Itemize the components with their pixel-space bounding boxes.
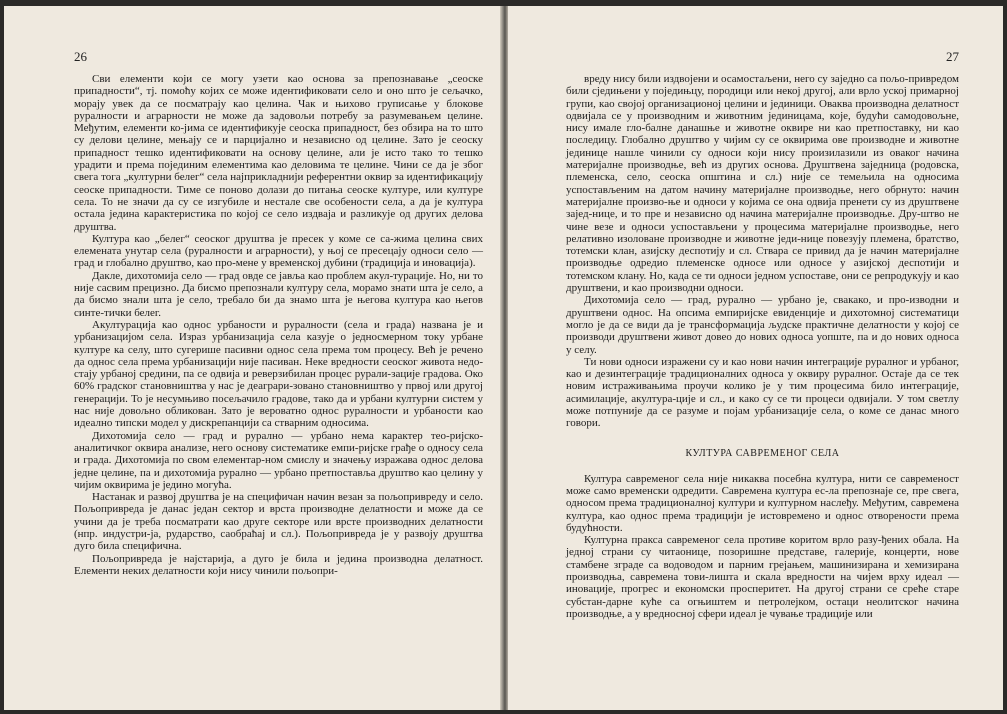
paragraph: Настанак и развој друштва је на специфичан начин везан за пољопривреду и село. Пољопривреда је данас један сектор и врста производне делатности и може да се учини да је треба посматрати као друге секторе или врсте производних делатности (нпр. индустри-ја, рударство, саобраћај и сл.). Пољопривреда је у развоју друштва дуго била специфична. (74, 491, 483, 553)
paragraph: Акултурација као однос урбаности и руралности (села и града) названа је и урбанизацијом села. Израз урбанизација села казује о једносмерном току урбане културе ка селу, што сугерише пасивни однос села према том процесу. Већ је речено да однос села према урбанизацији није пасиван. Неке вредности сеоског живота недо-стају урбаној средини, па се одвија и реверзибилан процес рурали-зације градова. Око 60% градског становништва у нас је деаграри-зовано становништво у првој или другој генерацији. То је несумњиво посељачило градове, тако да и урбани културни систем у нас није довољно обликован. Зато је вероватно однос руралности и урбаности као идеално типски модел у дискрепанцији са стварним односима. (74, 318, 483, 430)
paragraph: Сви елементи који се могу узети као основа за препознавање „сеоске припадности“, тј. помоћу којих се може идентификовати село и оно што је сељачко, морају увек да се посматрају као целина. Чак и њихово груписање у блокове руралности и аграрности не може да задовољи потребу за разумевањем целине. Међутим, елементи ко-јима се идентификује сеоска припадност, без обзира на то што су делови целине, мењају се и парцијално и независно од целине. Зато је сеоску припадност тешко идентификовати на основу целине, али је исто тако то тешко урадити и према појединим елементима као деловима те целине. Чини се да је због свега тога „културни белег“ села најприкладнији референтни оквир за идентификацију сеоске припадности. Тиме се поново долази до питања сеоске културе, или културе села. То не значи да су се изгубиле и нестале све особености села, а да је култура остала једина карактеристика по којој се село издваја и разликује од других делова друштва. (74, 73, 483, 233)
paragraph: Културна пракса савременог села противе коритом врло разу-ђених обала. На једној страни су читаонице, позоришне представе, галерије, концерти, нове стамбене зграде са водоводом и парним грејањем, машинизирана и хемизирана производња, савремена тови-лишта и скала вредности на чијем врху идеал — иновације, прогрес и економски просперитет. На другој страни се среће старе субстан-дарне куће са огњиштем и петролејком, остаци неолитског начина производње, а у вредносној сфери идеал је чување традиције или (566, 534, 959, 620)
section-heading: КУЛТУРА САВРЕМЕНОГ СЕЛА (685, 447, 840, 459)
paragraph: Култура као „белег“ сеоског друштва је пресек у коме се са-жима целина свих елемената унутар села (руралности и аграрности), у њој се пресецају односи село — град и глобално друштво, као про-мене у временској дубини (традиција и иновација). (74, 232, 483, 270)
page-number-right: 27 (946, 49, 959, 64)
paragraph: Дихотомија село — град, рурално — урбано је, свакако, и про-изводни и друштвени однос. На опсима емпиријске евиденције и дихотомној систематици могло је да се види да је трансформација људске практичне делатности у којој се производи друштвени живот довео до нових односа уопште, па и до нових односа у селу. (566, 294, 959, 356)
paragraph: Дакле, дихотомија село — град овде се јавља као проблем акул-турације. Но, ни то није сасвим прецизно. Да бисмо препознали културу села, морамо знати шта је село, а да бисмо знали шта је село, требало би да знамо шта је његова култура као његов синте-тички белег. (74, 269, 483, 319)
left-page (4, 6, 501, 710)
paragraph: Пољопривреда је најстарија, а дуго је била и једина производна делатност. Елементи неких делатности који нису чинили пољопри- (74, 552, 483, 577)
paragraph: вреду нису били издвојени и осамостаљени, него су заједно са пољо-привредом били сједињени у поједињцу, породици или некој другој, али врло уској примарној групи, као својој организационој целини и јединици. Оваква производна делатност одвијала се у производним и животним јединицама, које, будући самодовољне, нису имале гло-балне данашње и животне оквире ни као претпоставку, ни као последицу. Глобално друштво у чијим су се оквирима ове производне и животне јединице нашле чинили су односи који нису произилазили из оваког начина материјалне производње, већ из других основа. Друштвена заједница (родовска, племенска, село, сеоска општина и сл.) није се темељила на односима успостављеним на датом начину материјалне производње, него обрнуто: начин материјалне произво-ње и односи у којима се она одвија пренети су из друштвене зајед-нице, и то пре и независно од начина материјалне производње. Дру-штво не чине везе и односи успостављени у процесима материјалне производње, него релативно изоловане производне и животне једи-нице повезују племена, братство, тотемски клан, азијску деспотију и сл. Ствара се привид да је начин материјалне производње одредио племенске односе или односе у азијској деспотији и тотемском клану. Но, када се ти односи једном успоставе, они се репродукују и као друштвени, и као производни односи. (566, 73, 960, 295)
left-page-body (74, 73, 483, 577)
right-page (508, 6, 1003, 710)
paragraph: Ти нови односи изражени су и као нови начин интеграције руралног и урбаног, као и дезинтеграције традиционалних односа у оквиру руралног. Остаје да се тек новим истраживањима проучи колико је у тим процесима било интеграције, асимилације, акултура-ције и сл., и како су се ти процеси одвијали. У том светлу може потпуније да се разуме и појам урбанизације села, о коме се данас много говори. (566, 355, 959, 430)
paragraph: Дихотомија село — град и рурално — урбано нема карактер тео-ријско-аналитичког оквира анализе, него основу систематике емпи-ријске грађе о односу села и града. Дихотомија по свом елементар-ном смислу и значењу изражава однос делова једне целине, па и дихотомија рурално — урбано претпоставља друштво као целину у чијим оквирима је једино могућа. (74, 429, 483, 491)
paragraph: Култура савременог села није никаква посебна култура, нити се савременост може само временски одредити. Савремена култура ес-ла препознаје се, пре свега, односом према традиционалној култури и културном наслеђу. Међутим, савремена култура, као однос према традицији је истовремено и однос отворености према будућности. (566, 472, 959, 534)
right-page-body (566, 73, 959, 620)
page-number-left: 26 (74, 49, 87, 64)
